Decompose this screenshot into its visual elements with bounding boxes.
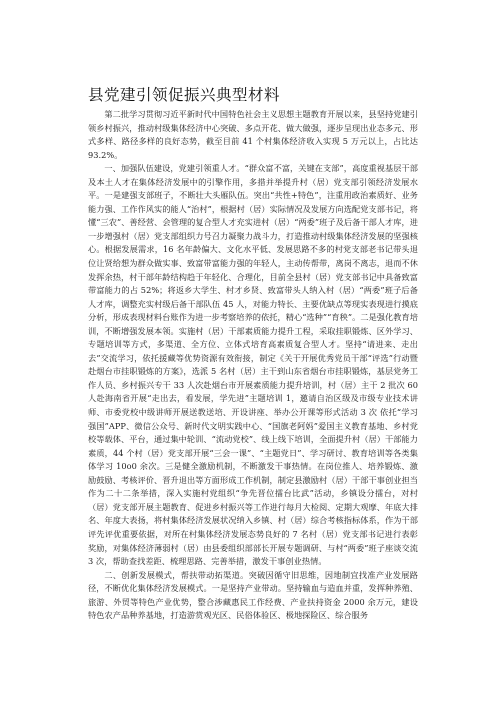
section-two-paragraph: 二、创新发展模式，帮扶带动拓渠道。突破因循守旧思维，因地制宜找准产业发展路径，不断优化集体经济发展模式。一是坚持产业带动。坚持输血与造血并重，发挥种养殖、旅游、外贸等特色产业优势，整合涉藏惠民工作经费、产业扶持资金 2000 余万元，建设特色农产品种养基地，打造游赏观光区、民俗体验区、极地探险区、综合服务 xyxy=(88,569,418,621)
section-one-paragraph: 一、加强队伍建设，党建引领重人才。“群众富不富，关键在支部”，高度重视基层干部及本土人才在集体经济发展中的引擎作用，多措并举提升村（居）党支部引领经济发展水平。一是建强支部班子，不断壮大头雁队伍。突出“共性+特色”，注重用政治素质好、业务能力强、工作作风实的能人“治村”，根据村（居）实际情况及发展方向选配党支部书记，将懂“三农”、善经营、会管理的复合型人才充实进村（居）“两委”班子及后备干部人才库，进一步增强村（居）党支部组织力号召力凝聚力战斗力，打造推动村级集体经济发展的坚强核心。根据发展需求，16 名年龄偏大、文化水平低、发展思路不多的村党支部老书记带头退位让贤给想为群众做实事、致富带富能力强的年轻人，主动传帮带，离岗不离志，退而不休发挥余热，村干部年龄结构趋于年轻化、合理化，目前全县村（居）党支部书记中具备致富带富能力的占 52%；将返乡大学生、村才乡贤、致富带头人纳入村（居）“两委”班子后备人才库，调整充实村级后备干部队伍 45 人，对能力特长、主要优缺点等现实表现进行摸底分析，形成表现材料台账作为进一步考察培养的依托，精心“选种”“育秧”。二是强化教育培训，不断增强发展本领。实施村（居）干部素质能力提升工程，采取挂职锻炼、区外学习、专题培训等方式，多渠道、全方位、立体式培育高素质复合型人才。坚持“请进来、走出去”交流学习，依托援藏等优势资源有效衔接，制定《关于开展优秀党员干部“评选”行动暨赴烟台市挂职锻炼的方案》，选派 5 名村（居）主干到山东省烟台市挂职锻炼，基层党务工作人员、乡村振兴专干 33 人次赴烟台市开展素质能力提升培训，村（居）主干 2 批次 60 人赴海南省开展“走出去，看发展，学先进”主题培训 1，邀请自治区级及市级专业技术讲师、市委党校中级讲师开展送教送培、开设讲座、举办公开课等形式活动 3 次 依托“学习强国”APP、微信公众号、新时代文明实践中心、“国旗老阿妈”爱国主义教育基地、乡村党校等载体、平台，通过集中轮训、“流动党校”、线上线下培训，全面提升村（居）干部能力素质，44 个村（居）党支部开展“三会一课”、“主题党日”、学习研讨、教育培训等各类集体学习 10o0 余次。三是健全激励机制，不断激发干事热情。在岗位推人、培养锻炼、激励鼓励、考核评价、晋升退出等方面形成工作机制，制定县激励村（居）干部干事创业担当作为二十二条举措，深入实施村党组织“争先晋位擂台比武”活动，乡镇设分擂台，对村（居）党支部开展主题教育、促进乡村振兴等工作进行每月大检阅、定期大观摩、年底大排名、年度大表扬，将村集体经济发展状况纳入乡镇、村（居）综合考核指标体系，作为干部评先评优重要依据，对所在村集体经济发展态势良好的 7 名村（居）党支部书记进行表彰奖励，对集体经济薄弱村（居）由县委组织部部长开展专题调研、与村“两委”班子座谈交流 3 次，帮助查找差距、梳理思路、完善举措，激发干事创业热情。 xyxy=(88,163,418,567)
document-title: 县党建引领促振兴典型材料 xyxy=(88,86,281,104)
intro-paragraph: 第二批学习贯彻习近平新时代中国特色社会主义思想主题教育开展以来，县坚持党建引领乡村振兴，推动村级集体经济中心突破、多点开花、做大做强，逐步呈现出业态多元、形式多样、路径多样的良好态势，截至目前 41 个村集体经济收入实现 5 万元以上，占比达 93.2%。 xyxy=(88,109,418,160)
document-body xyxy=(88,108,418,623)
